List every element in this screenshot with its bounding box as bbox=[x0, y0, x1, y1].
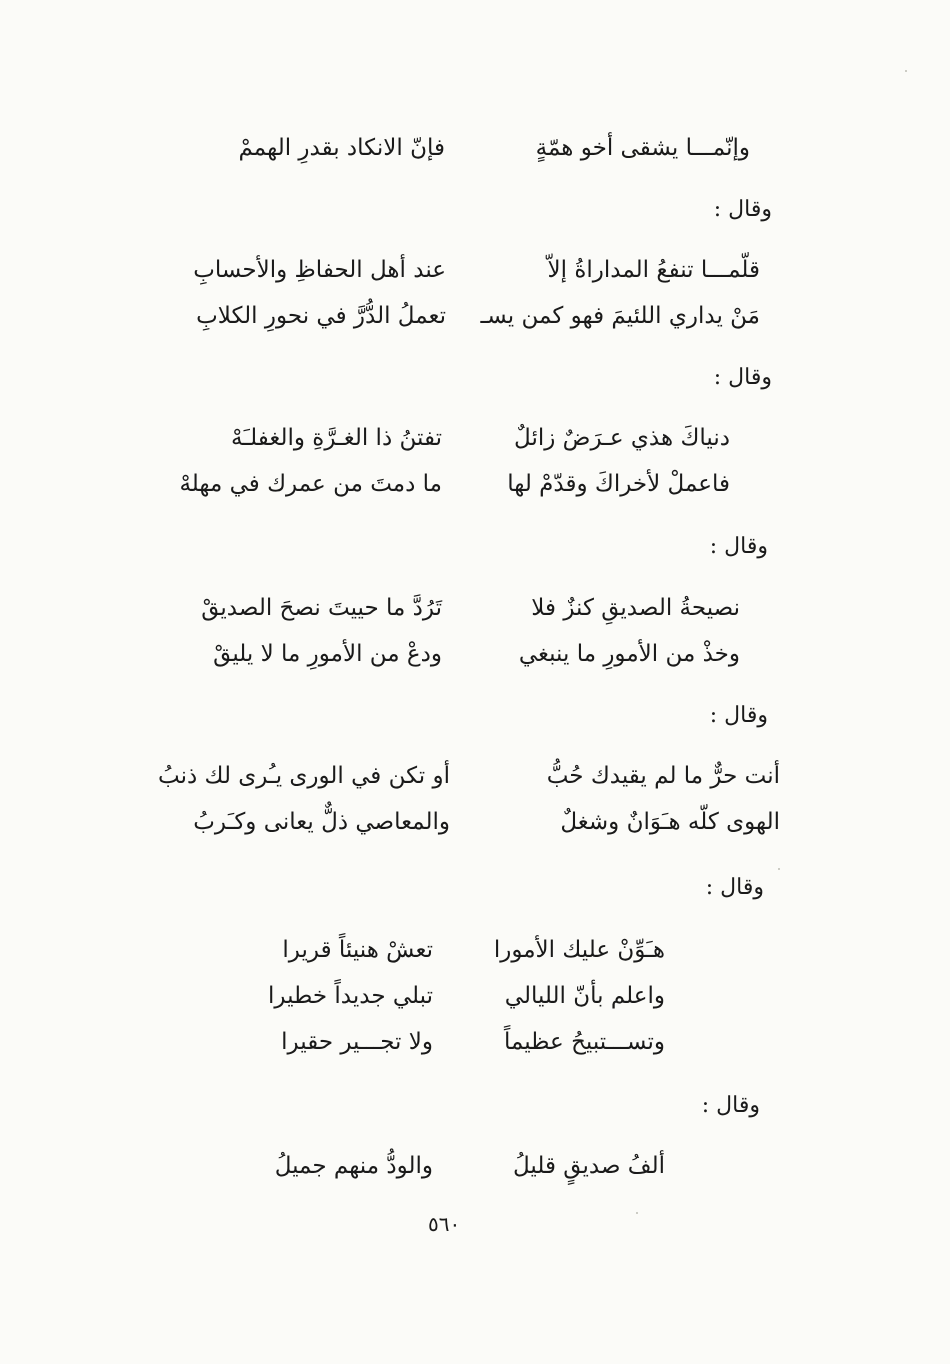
page-number: ٥٦٠ bbox=[428, 1212, 461, 1236]
scan-speck bbox=[636, 1212, 638, 1214]
verse-hemistich-first: الهوى كلّه هـَوَانٌ وشغلٌ bbox=[560, 809, 780, 835]
verse-hemistich-first: هـَوِّنْ عليك الأمورا bbox=[493, 937, 665, 963]
verse-line bbox=[130, 756, 780, 796]
scan-speck bbox=[778, 868, 780, 870]
verse-line bbox=[179, 464, 730, 504]
verse-hemistich-second: تَرُدَّ ما حييتَ نصحَ الصديقْ bbox=[201, 595, 442, 621]
verse-hemistich-first: دنياكَ هذي عـرَضٌ زائلٌ bbox=[514, 425, 730, 451]
verse-line bbox=[180, 128, 750, 168]
verse-line bbox=[240, 1022, 665, 1062]
verse-hemistich-second: والمعاصي ذلٌّ يعانى وكـَربُ bbox=[193, 809, 450, 835]
verse-hemistich-second: تبلي جديداً خطيرا bbox=[267, 983, 433, 1009]
verse-line bbox=[240, 976, 665, 1016]
verse-hemistich-first: أنت حرٌّ ما لم يقيدك حُبُّ bbox=[546, 763, 780, 789]
verse-hemistich-second: والودُّ منهم جميلُ bbox=[274, 1153, 433, 1179]
verse-hemistich-second: عند أهل الحفاظِ والأحسابِ bbox=[193, 257, 446, 283]
verse-hemistich-second: ودعْ من الأمورِ ما لا يليقْ bbox=[213, 641, 442, 667]
section-intro: وقال : bbox=[705, 875, 764, 900]
section-intro: وقال : bbox=[709, 703, 768, 728]
verse-hemistich-second: أو تكن في الورى يـُرى لك ذنبُ bbox=[158, 763, 450, 789]
verse-hemistich-second: فإنّ الانكاد بقدرِ الهممْ bbox=[238, 135, 445, 161]
verse-hemistich-first: نصيحةُ الصديقِ كنزٌ فلا bbox=[531, 595, 740, 621]
verse-hemistich-first: فاعملْ لأخراكَ وقدّمْ لها bbox=[507, 471, 730, 497]
section-intro: وقال : bbox=[713, 197, 772, 222]
verse-hemistich-first: واعلم بأنّ الليالي bbox=[504, 983, 665, 1009]
verse-hemistich-first: وتســـتبيحُ عظيماً bbox=[503, 1029, 665, 1055]
verse-hemistich-first: مَنْ يداري اللئيمَ فهو كمن يسـ bbox=[480, 303, 760, 329]
section-intro: وقال : bbox=[701, 1093, 760, 1118]
verse-line bbox=[240, 1146, 665, 1186]
verse-hemistich-second: ولا تجـــير حقيرا bbox=[281, 1029, 433, 1055]
verse-line bbox=[240, 930, 665, 970]
verse-line bbox=[178, 634, 740, 674]
section-intro: وقال : bbox=[713, 365, 772, 390]
verse-line bbox=[178, 588, 740, 628]
verse-hemistich-first: وإنّمـــا يشقى أخو همّةٍ bbox=[535, 135, 750, 161]
verse-hemistich-second: تفتنُ ذا الغـرَّةِ والغفلـَهْ bbox=[231, 425, 442, 451]
verse-hemistich-second: تعملُ الدُّرَّ في نحورِ الكلابِ bbox=[196, 303, 446, 329]
verse-hemistich-second: ما دمتَ من عمرك في مهلهْ bbox=[179, 471, 442, 497]
verse-line bbox=[195, 418, 730, 458]
verse-hemistich-first: وخذْ من الأمورِ ما ينبغي bbox=[518, 641, 740, 667]
verse-hemistich-first: ألفُ صديقٍ قليلُ bbox=[513, 1153, 665, 1179]
section-intro: وقال : bbox=[709, 534, 768, 559]
verse-hemistich-first: قلّمـــا تنفعُ المداراةُ إلاّ bbox=[547, 257, 760, 283]
scan-speck bbox=[905, 70, 907, 72]
verse-line bbox=[170, 250, 760, 290]
verse-line bbox=[130, 802, 780, 842]
verse-line bbox=[170, 296, 760, 336]
verse-hemistich-second: تعشْ هنيئاً قريرا bbox=[282, 937, 433, 963]
